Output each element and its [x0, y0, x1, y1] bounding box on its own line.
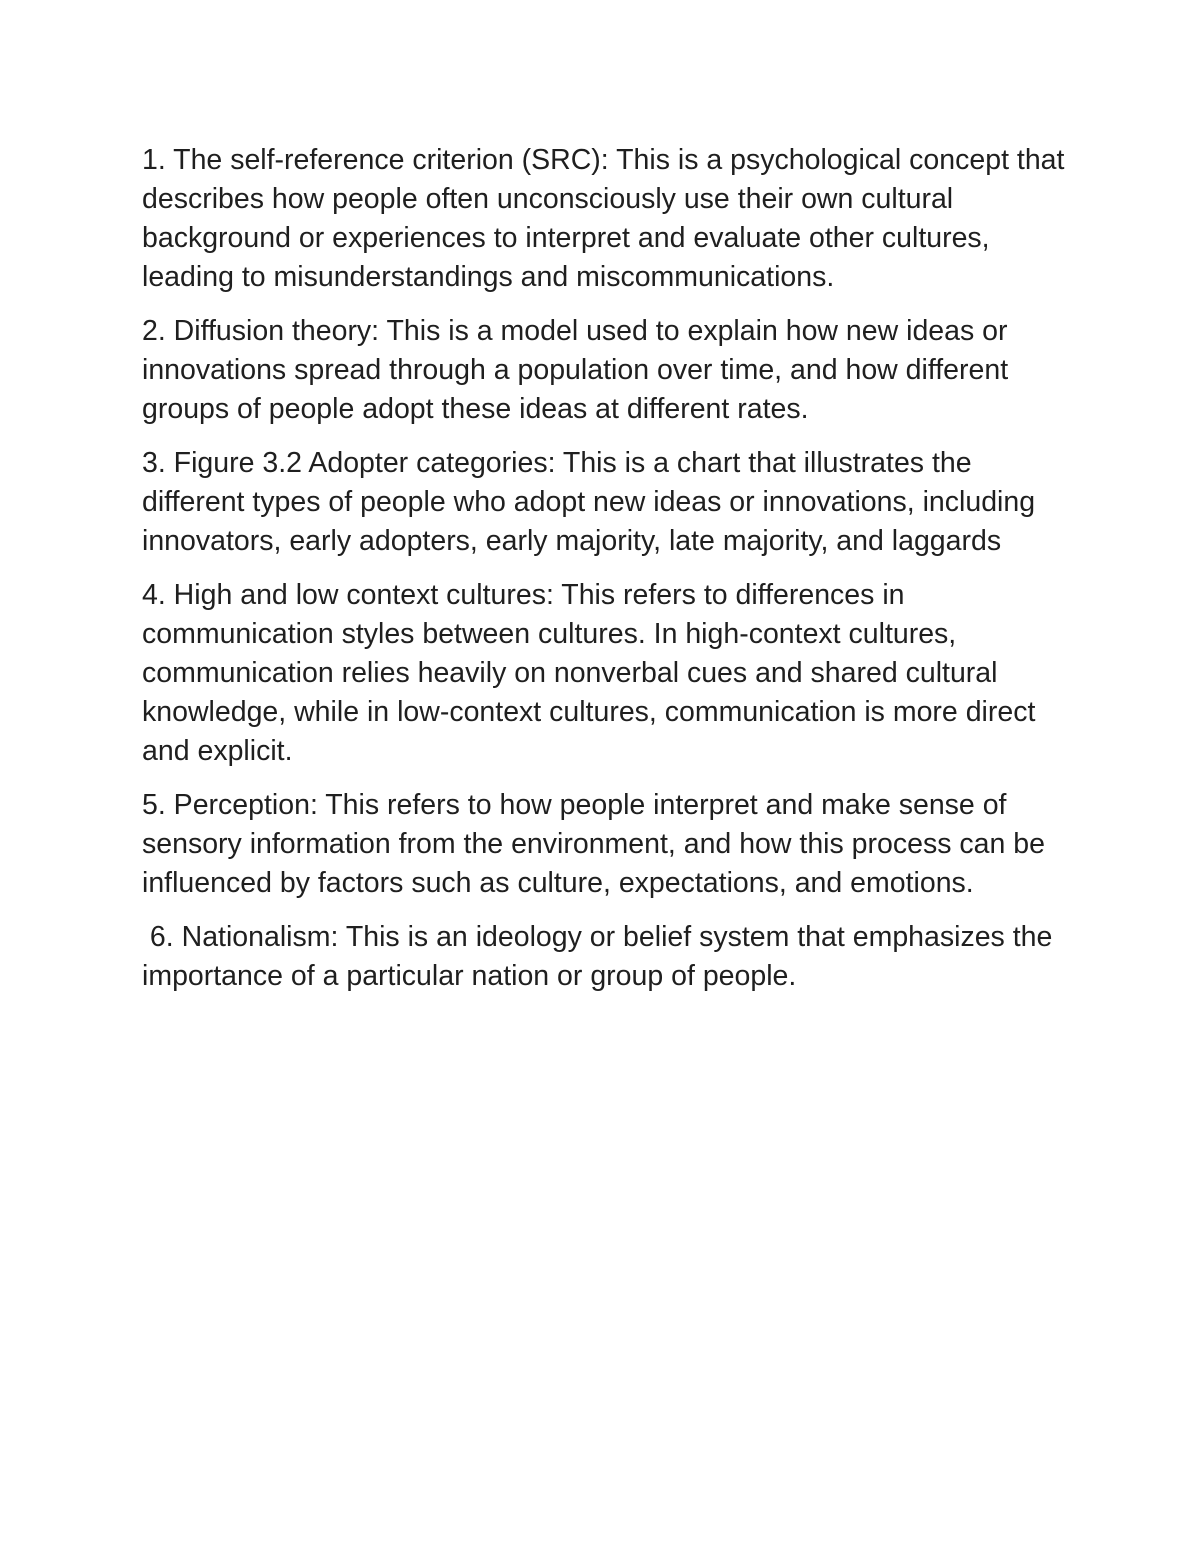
paragraph-diffusion-theory: 2. Diffusion theory: This is a model used to explain how new ideas or innovations spread through a population over time, and how different groups of people adopt these ideas at different rates. — [142, 315, 1017, 425]
document-body — [142, 141, 1072, 1011]
paragraph-self-reference-criterion: 1. The self-reference criterion (SRC): This is a psychological concept that describes how people often unconsciously use their own cultural background or experiences to interpret and evaluate other cultures, leading to misunderstandings and miscommunications. — [142, 144, 1073, 293]
paragraph-context-cultures: 4. High and low context cultures: This refers to differences in communication styles between cultures. In high-context cultures, communication relies heavily on nonverbal cues and shared cultural knowledge, while in low-context cultures, communication is more direct and explicit. — [142, 579, 1044, 767]
paragraph-perception: 5. Perception: This refers to how people interpret and make sense of sensory information from the environment, and how this process can be influenced by factors such as culture, expectations, and emotions. — [142, 789, 1053, 899]
paragraph-adopter-categories: 3. Figure 3.2 Adopter categories: This is a chart that illustrates the different types of people who adopt new ideas or innovations, including innovators, early adopters, early majority, late majority, and laggards — [142, 447, 1043, 557]
paragraph-nationalism: 6. Nationalism: This is an ideology or belief system that emphasizes the importance of a particular nation or group of people. — [142, 921, 1061, 992]
